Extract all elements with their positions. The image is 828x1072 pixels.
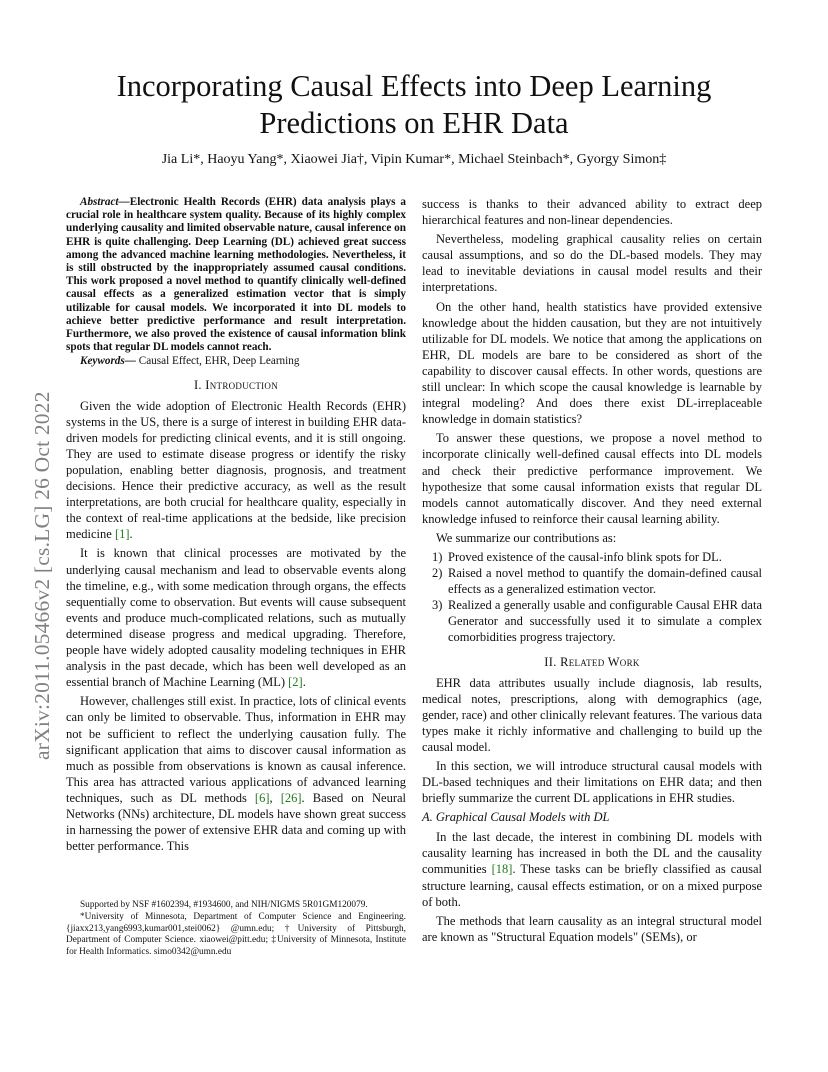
abstract-label: Abstract— (80, 196, 130, 208)
title-line-1: Incorporating Causal Effects into Deep Learning (116, 69, 712, 103)
paragraph: We summarize our contributions as: (436, 530, 617, 545)
keywords-label: Keywords— (80, 355, 136, 368)
title-line-2: Predictions on EHR Data (259, 106, 569, 140)
footnotes (66, 900, 406, 958)
paragraph-continued: success is thanks to their advanced ability to extract deep hierarchical features and non-linear dependencies. (422, 197, 762, 228)
citation-link[interactable]: [26] (280, 790, 302, 805)
paragraph: EHR data attributes usually include diagnosis, lab results, medical notes, prescriptions, along with demographics (age, gender, race) and other clinically relevant features. The various data types make it richly informative and challenging to build up the causal model. (422, 675, 762, 754)
list-number: 2) (432, 566, 443, 581)
right-column (422, 196, 762, 945)
citation-link[interactable]: [18] (491, 862, 513, 877)
list-text: Raised a novel method to quantify the domain-defined causal effects as a generalized estimation vector. (448, 566, 762, 597)
paragraph-text: . Based on Neural Networks (NNs) architecture, DL models have shown great success in harnessing the power of extensive EHR data and coming up with better performance. This (66, 790, 406, 854)
citation-link[interactable]: [6] (254, 790, 270, 805)
abstract-text: Electronic Health Records (EHR) data analysis plays a crucial role in healthcare system quality. Because of its highly complex underlying causality and limited observable nature, causal inference on EHR is quite challenging. Deep Learning (DL) achieved great success among the advanced machine learning methodologies. Nevertheless, it is still obstructed by the inappropriately assumed causal conditions. This work proposed a novel method to quantify clinically well-defined causal effects as a generalized estimation vector that is simply utilizable for causal models. We incorporated it into DL models to achieve better predictive performance and result interpretation. Furthermore, we also proved the existence of causal information blink spots that regular DL models cannot reach. (66, 196, 406, 354)
paragraph: The methods that learn causality as an integral structural model are known as "Structural Equation models" (SEMs), or (422, 913, 762, 944)
author-list: Jia Li*, Haoyu Yang*, Xiaowei Jia†, Vipin Kumar*, Michael Steinbach*, Gyorgy Simon‡ (161, 152, 667, 167)
contribution-list (422, 549, 762, 646)
keywords (66, 355, 406, 368)
list-item (422, 549, 762, 565)
list-item (422, 597, 762, 645)
arxiv-identifier[interactable]: arXiv:2011.05466v2 [cs.LG] 26 Oct 2022 (30, 391, 54, 760)
paragraph (422, 829, 762, 909)
paragraph: To answer these questions, we propose a novel method to incorporate clinically well-defined causal effects into DL models and check their predictive performance improvement. We hypothesize that some causal information exists that regular DL models cannot automatically discover. And they need external knowledge infused to reinforce their causal learning ability. (422, 431, 762, 526)
keywords-text: Causal Effect, EHR, Deep Learning (135, 355, 300, 368)
list-text: Proved existence of the causal-info blink spots for DL. (448, 549, 722, 564)
intro-paragraph-3 (66, 693, 406, 854)
citation-link[interactable]: [2] (288, 675, 303, 690)
footnote-funding: Supported by NSF #1602394, #1934600, and NIH/NIGMS 5R01GM120079. (80, 900, 368, 910)
paragraph: Nevertheless, modeling graphical causality relies on certain causal assumptions, and so do the DL-based models. They may lead to inevitable deviations in causal model results and their interpretations. (422, 232, 762, 295)
paragraph-text: . These tasks can be briefly classified as causal structure learning, causal effects estimation, or on a mixed purpose of both. (422, 862, 762, 909)
paragraph: In this section, we will introduce structural causal models with DL-based techniques and their limitations on EHR data; and then briefly summarize the current DL applications in EHR studies. (422, 759, 762, 806)
intro-paragraph-1 (66, 398, 406, 543)
paragraph-text: It is known that clinical processes are motivated by the underlying causal mechanism and lead to observable events along the timeline, e.g., with some medication through organs, the effects sequentially come to observation. But events will cause subsequent events and produce much-complicated relations, such as mutually determined disease progress and medical upgrading. Therefore, people have widely adopted causality modeling techniques in EHR analysis in the past decade, which has been well developed as an essential branch of Machine Learning (ML) (66, 546, 406, 690)
paragraph-text: . (302, 675, 306, 690)
list-text: Realized a generally usable and configurable Causal EHR data Generator and successfully used it to simulate a complex comorbidities progress trajectory. (448, 598, 762, 645)
left-column (66, 196, 406, 854)
paragraph-text: Given the wide adoption of Electronic Health Records (EHR) systems in the US, there is a surge of interest in building EHR data-driven models for predicting clinical events, and it is still ongoing. They are used to estimate disease progress or identify the risky population, enabling better diagnosis, prognosis, and treatment decisions. Hence their predictive accuracy, as well as the result interpretations, are both crucial for healthcare quality, especially in the context of real-time applications at the bedside, like precision medicine (66, 398, 406, 542)
list-number: 1) (432, 549, 443, 564)
list-item (422, 565, 762, 597)
citation-link[interactable]: [1] (114, 527, 130, 542)
list-number: 3) (432, 598, 443, 613)
paper-title (60, 68, 768, 142)
footnote-affiliations: *University of Minnesota, Department of Computer Science and Engineering. {jiaxx213,yang6993,kumar001,stei0062} @umn.edu; †University of Pittsburgh, Department of Computer Science. xiaowei@pitt.edu; ‡University of Minnesota, Institute for Health Informatics. simo0342@umn.edu (66, 912, 406, 957)
paragraph: On the other hand, health statistics have provided extensive knowledge about the hidden causation, but they are not intuitively utilizable for DL models. We notice that among the applications on EHR, DL models are bare to be considered as short of the capability to discover causal effects. In other words, questions are still unclear: In which scope the causal knowledge is learnable by integral modeling? And does there exist DL-irreplaceable knowledge in domain statistics? (422, 299, 762, 427)
paragraph-text: , (269, 790, 281, 805)
section-heading-related-work: II. Related Work (544, 654, 640, 669)
paragraph-text: However, challenges still exist. In practice, lots of clinical events can only be limited to observable. Thus, information in EHR may not be sufficient to reflect the underlying causation fully. The significant application that aims to discover causal information as much as possible from observations is known as causal inference. This area has attracted various applications of advanced learning techniques, such as DL methods (66, 694, 406, 805)
section-heading-introduction: I. Introduction (193, 377, 279, 392)
abstract (66, 196, 406, 354)
subsection-heading: A. Graphical Causal Models with DL (422, 810, 610, 825)
paragraph-text: In the last decade, the interest in combining DL models with causality learning has increased in both the DL and the causality communities (422, 830, 762, 877)
intro-paragraph-2 (66, 545, 406, 690)
paragraph-text: . (129, 527, 133, 542)
